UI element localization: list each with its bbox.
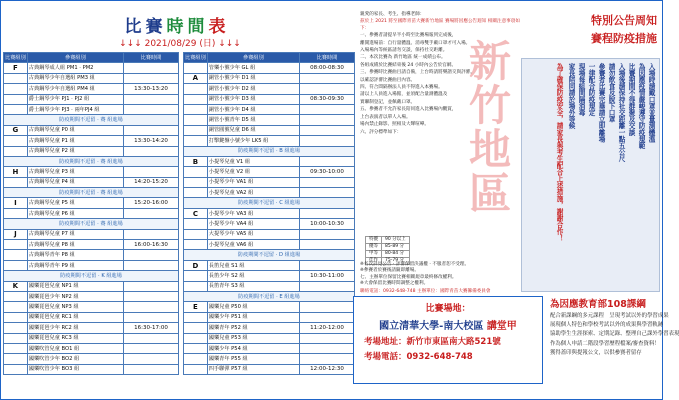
group-cell bbox=[4, 104, 28, 114]
time-cell: 10:00-10:30 bbox=[300, 219, 355, 229]
time-cell bbox=[300, 281, 355, 291]
table-row bbox=[4, 146, 179, 156]
subject-cell: 小提琴兒童 VA6 組 bbox=[207, 240, 299, 250]
group-cell bbox=[4, 177, 28, 187]
group-cell bbox=[4, 136, 28, 146]
group-cell bbox=[184, 364, 208, 374]
announcement-title bbox=[527, 12, 657, 48]
group-cell bbox=[4, 354, 28, 364]
entry-note: 防疫期間不逗留 · B 組進場 bbox=[184, 146, 355, 156]
time-cell bbox=[124, 125, 179, 135]
group-cell bbox=[184, 115, 208, 125]
time-cell bbox=[300, 302, 355, 312]
group-cell bbox=[4, 323, 28, 333]
table-row bbox=[184, 312, 355, 322]
group-cell: D bbox=[184, 260, 208, 270]
subject-cell: 長笛青年 S3 組 bbox=[207, 281, 299, 291]
notice-contact: 聯絡電話：0932-648-748 主辦單位：國際青苗大賽籌備委員會 bbox=[360, 289, 491, 294]
table-row bbox=[4, 63, 179, 73]
notice-footnote: 七、主辦單位保留比賽相關規章最終修改權利。 bbox=[360, 274, 457, 280]
group-cell bbox=[184, 312, 208, 322]
table-row bbox=[4, 198, 179, 208]
group-cell: K bbox=[4, 281, 28, 291]
group-cell bbox=[184, 240, 208, 250]
grade-cell: 佳作 bbox=[366, 258, 382, 265]
subject-cell: 古典鋼琴兒童 P1 組 bbox=[27, 136, 123, 146]
venue-phone: 考場電話：0932-648-748 bbox=[364, 352, 473, 362]
entry-note: 防疫期間不逗留 · 賽 組進場 bbox=[4, 188, 179, 198]
entry-note: 防疫期間不逗留 · K 組進場 bbox=[4, 271, 179, 281]
time-cell bbox=[124, 333, 179, 343]
grade-cell: 80-84 分 bbox=[382, 251, 410, 258]
time-cell: 14:20-15:20 bbox=[124, 177, 179, 187]
time-cell: 08:30-09:30 bbox=[300, 94, 355, 104]
table-row bbox=[184, 291, 355, 301]
group-cell bbox=[4, 250, 28, 260]
table-row bbox=[4, 84, 179, 94]
group-cell bbox=[184, 94, 208, 104]
table-row bbox=[4, 323, 179, 333]
venue-name bbox=[354, 317, 542, 332]
table-row bbox=[184, 260, 355, 270]
table-row bbox=[184, 73, 355, 83]
group-cell bbox=[4, 260, 28, 270]
table-row bbox=[184, 354, 355, 364]
time-cell bbox=[300, 260, 355, 270]
group-cell: A bbox=[184, 73, 208, 83]
group-cell bbox=[4, 333, 28, 343]
notice-item: 以確認評審比賽曲目內容。 bbox=[360, 77, 416, 83]
group-cell bbox=[4, 364, 28, 374]
time-cell bbox=[300, 354, 355, 364]
notice-item: 二、本次比賽為 新竹地區 統一成績公布。 bbox=[360, 55, 446, 61]
subject-cell: 小提琴兒童 V2 組 bbox=[207, 167, 299, 177]
region-stamp: 新竹地區 bbox=[468, 37, 511, 218]
subject-cell: 國樂琵琶兒童 RC3 組 bbox=[27, 333, 123, 343]
table-row bbox=[184, 146, 355, 156]
time-cell bbox=[124, 229, 179, 239]
time-cell: 10:30-11:00 bbox=[300, 271, 355, 281]
notice-item: 六、評分標準如下： bbox=[360, 129, 402, 135]
time-cell bbox=[124, 208, 179, 218]
notice-footnote: ※參賽者於賽後請隨即離場。 bbox=[360, 268, 419, 274]
group-cell bbox=[184, 188, 208, 198]
subject-cell: 古典鋼琴少年自選組 PM3 組 bbox=[27, 73, 123, 83]
time-cell: 13:30-13:20 bbox=[124, 84, 179, 94]
curriculum-line: 協助學生生涯探索、定期記錄、整理自己課外學習表現 bbox=[550, 331, 679, 338]
announcement-line-2: 賽程防疫措施 bbox=[591, 32, 657, 45]
table-row bbox=[4, 136, 179, 146]
time-cell bbox=[124, 146, 179, 156]
group-cell bbox=[184, 63, 208, 73]
entry-note: 防疫期間不逗留 · 賽 組進場 bbox=[4, 156, 179, 166]
table-row bbox=[184, 281, 355, 291]
time-cell: 15:20-16:00 bbox=[124, 198, 179, 208]
group-cell bbox=[4, 94, 28, 104]
entry-note: 防疫期間不逗留 · 賽 組進場 bbox=[4, 115, 179, 125]
table-row bbox=[184, 250, 355, 260]
time-cell bbox=[124, 63, 179, 73]
measure-highlight: 為了確保防疫安全，請家長與考生配合上述措施，謝謝合作！ bbox=[555, 63, 563, 242]
time-cell bbox=[124, 104, 179, 114]
subject-cell: 國樂吹管少年 BO3 組 bbox=[27, 364, 123, 374]
subject-cell: 古典鋼琴青年 P9 組 bbox=[27, 260, 123, 270]
subject-cell: 國樂少年 P54 組 bbox=[207, 343, 299, 353]
title-part-c: 表 bbox=[208, 17, 230, 37]
table-row bbox=[184, 104, 355, 114]
group-cell bbox=[4, 343, 28, 353]
grade-cell: 75-79 分 bbox=[382, 258, 410, 265]
group-cell: F bbox=[4, 63, 28, 73]
time-cell bbox=[300, 73, 355, 83]
time-cell bbox=[300, 333, 355, 343]
subject-cell: 小提琴少年 VA1 組 bbox=[207, 177, 299, 187]
page-title bbox=[92, 12, 262, 37]
venue-box bbox=[353, 296, 543, 384]
subject-cell: 古典鋼琴兒童 P6 組 bbox=[27, 208, 123, 218]
subject-cell: 小提琴少年 VA3 組 bbox=[207, 208, 299, 218]
subject-cell: 長笛少年 S2 組 bbox=[207, 271, 299, 281]
table-row bbox=[4, 343, 179, 353]
subject-cell: 古典鋼琴少年自選組 PM4 組 bbox=[27, 84, 123, 94]
subject-cell: 銅管小號青年 D5 組 bbox=[207, 115, 299, 125]
group-cell: J bbox=[4, 229, 28, 239]
table-row bbox=[4, 302, 179, 312]
subject-cell: 國樂兒童 P50 組 bbox=[207, 302, 299, 312]
subject-cell: 國樂青年 P55 組 bbox=[207, 354, 299, 364]
table-row bbox=[4, 125, 179, 135]
table-row bbox=[4, 229, 179, 239]
entry-note: 防疫期間不逗留 · C 組進場 bbox=[184, 198, 355, 208]
notice-intro: 茲於上 2021 將至國際青苗大賽新竹地區 賽場將因應公告週知 相關注意事項如下： bbox=[360, 19, 520, 31]
table-row bbox=[184, 156, 355, 166]
time-cell: 09:30-10:00 bbox=[300, 167, 355, 177]
table-row bbox=[184, 84, 355, 94]
group-cell bbox=[184, 333, 208, 343]
table-row bbox=[184, 219, 355, 229]
group-cell bbox=[4, 208, 28, 218]
title-part-a: 比賽 bbox=[124, 17, 167, 37]
group-cell: G bbox=[4, 125, 28, 135]
subject-cell: 古典鋼琴兒童 P4 組 bbox=[27, 177, 123, 187]
grade-row bbox=[366, 244, 410, 251]
subject-cell: 管樂小號少年 GL 組 bbox=[207, 63, 299, 73]
curriculum-lines bbox=[550, 312, 679, 358]
group-cell: B bbox=[184, 156, 208, 166]
subject-cell: 長笛兒童 S1 組 bbox=[207, 260, 299, 270]
subject-cell: 大提琴少年 VA5 組 bbox=[207, 229, 299, 239]
group-cell bbox=[184, 219, 208, 229]
table-row bbox=[184, 323, 355, 333]
subject-cell: 古典鋼琴兒童 P3 組 bbox=[27, 167, 123, 177]
measure-column: 比賽期間不得群聚及交談 bbox=[627, 63, 635, 136]
col-header-subject: 參賽組別 bbox=[27, 53, 123, 63]
group-cell bbox=[4, 302, 28, 312]
time-cell bbox=[300, 115, 355, 125]
subject-cell: 古典鋼琴兒童 P5 組 bbox=[27, 198, 123, 208]
time-cell bbox=[300, 84, 355, 94]
table-row bbox=[4, 115, 179, 125]
group-cell bbox=[184, 84, 208, 94]
group-cell bbox=[4, 312, 28, 322]
grade-cell: 特優 bbox=[366, 237, 382, 244]
grade-table bbox=[365, 236, 410, 265]
table-row bbox=[4, 291, 179, 301]
notice-footnote: ※大會保留比賽時間調整之權利。 bbox=[360, 281, 429, 287]
table-row bbox=[4, 156, 179, 166]
table-row bbox=[184, 177, 355, 187]
time-cell bbox=[124, 73, 179, 83]
group-cell bbox=[4, 84, 28, 94]
notice-item: 各組成績於比賽結束後 24 小時內公告於官網。 bbox=[360, 62, 457, 68]
group-cell bbox=[4, 240, 28, 250]
time-cell: 11:20-12:00 bbox=[300, 323, 355, 333]
subject-cell: 古典鋼琴青年 P8 組 bbox=[27, 250, 123, 260]
time-cell: 16:00-16:30 bbox=[124, 240, 179, 250]
subject-cell: 古典鋼琴兒童 P7 組 bbox=[27, 229, 123, 239]
notice-item: 場內禁止錄影、照相及大聲喧嘩。 bbox=[360, 122, 429, 128]
subject-cell: 小提琴少年 VA4 組 bbox=[207, 219, 299, 229]
notice-item: 上台表演者以單人入場。 bbox=[360, 114, 411, 120]
subject-cell: 爵士鋼琴少年 PJ3 · 兩年PJ4 組 bbox=[27, 104, 123, 114]
curriculum-line: 獲得蓋印與提報公文，以供參賽者留存 bbox=[550, 349, 642, 356]
time-cell bbox=[124, 94, 179, 104]
time-cell bbox=[300, 125, 355, 135]
table-row bbox=[184, 208, 355, 218]
subject-cell: 打擊鍵盤小號少年 LK5 組 bbox=[207, 136, 299, 146]
schedule-table-right bbox=[183, 52, 355, 375]
group-cell bbox=[184, 104, 208, 114]
group-cell bbox=[184, 354, 208, 364]
measure-column: 為因應疫情嚴峻遵守防疫規範 bbox=[637, 63, 645, 149]
subject-cell: 銅管小號少年 D3 組 bbox=[207, 94, 299, 104]
table-row bbox=[184, 94, 355, 104]
time-cell: 12:00-12:30 bbox=[300, 364, 355, 374]
table-row bbox=[184, 188, 355, 198]
table-row bbox=[184, 198, 355, 208]
subject-cell: 小提琴兒童 VA2 組 bbox=[207, 188, 299, 198]
subject-cell: 小提琴兒童 V1 組 bbox=[207, 156, 299, 166]
notice-item: 一、參賽者請提早半小時至比賽場報到完成後， bbox=[360, 33, 457, 39]
grade-cell: 85-89 分 bbox=[382, 244, 410, 251]
time-cell bbox=[124, 312, 179, 322]
table-row bbox=[4, 354, 179, 364]
subject-cell: 古典鋼琴兒童 P8 組 bbox=[27, 240, 123, 250]
subject-cell: 國樂吹管兒童 BO1 組 bbox=[27, 343, 123, 353]
table-row bbox=[184, 136, 355, 146]
subject-cell: 銅管圓號兒童 D6 組 bbox=[207, 125, 299, 135]
table-row bbox=[4, 260, 179, 270]
subject-cell: 古典鋼琴兒童 P0 組 bbox=[27, 125, 123, 135]
subject-cell: 古典鋼琴成人組 PM1 · PM2 bbox=[27, 63, 123, 73]
table-row bbox=[4, 333, 179, 343]
time-cell bbox=[300, 343, 355, 353]
col-header-time: 比賽時間 bbox=[300, 53, 355, 63]
notice-footer bbox=[360, 262, 520, 288]
time-cell bbox=[124, 354, 179, 364]
group-cell bbox=[184, 136, 208, 146]
grade-row bbox=[366, 237, 410, 244]
time-cell bbox=[124, 250, 179, 260]
col-header-group: 比賽組別 bbox=[4, 53, 28, 63]
time-cell bbox=[300, 156, 355, 166]
table-row bbox=[4, 188, 179, 198]
subject-cell: 國樂少年 P51 組 bbox=[207, 312, 299, 322]
curriculum-heading: 為因應教育部108課綱 bbox=[550, 299, 646, 310]
notice-greeting: 親愛的家長、考生、指導老師： bbox=[360, 12, 425, 17]
subject-cell: 國樂琵琶少年 RC2 組 bbox=[27, 323, 123, 333]
venue-heading: 比賽場地： bbox=[425, 304, 471, 314]
time-cell bbox=[124, 343, 179, 353]
table-row bbox=[4, 177, 179, 187]
notice-item: 四、符合間隔辦法人員不得進入本賽場。 bbox=[360, 85, 443, 91]
measure-column: 請勿飲食及脫下口罩 bbox=[607, 63, 615, 123]
table-row bbox=[4, 167, 179, 177]
subject-cell: 銅管小號少年 D2 組 bbox=[207, 84, 299, 94]
group-cell bbox=[184, 281, 208, 291]
table-row bbox=[184, 240, 355, 250]
group-cell: C bbox=[184, 208, 208, 218]
group-cell: I bbox=[4, 198, 28, 208]
subject-cell: 國樂琵琶兒童 NP1 組 bbox=[27, 281, 123, 291]
table-row bbox=[4, 73, 179, 83]
time-cell bbox=[300, 312, 355, 322]
notice-item: 入場場內等候區請勿交談，保持社交距離。 bbox=[360, 48, 448, 54]
grade-cell: 優等 bbox=[366, 244, 382, 251]
table-row bbox=[184, 333, 355, 343]
group-cell bbox=[184, 125, 208, 135]
table-row bbox=[4, 219, 179, 229]
col-header-time: 比賽時間 bbox=[124, 53, 179, 63]
schedule-table-left bbox=[3, 52, 179, 375]
event-date: ↓↓↓ 2021/08/29 (日) ↓↓↓ bbox=[119, 39, 241, 49]
entry-note: 防疫期間不逗留 · 賽 組進場 bbox=[4, 219, 179, 229]
time-cell bbox=[300, 208, 355, 218]
curriculum-line: 配合新課綱的多元課程 呈現考試以外的學習成果 bbox=[550, 313, 669, 319]
time-cell: 13:30-14:20 bbox=[124, 136, 179, 146]
subject-cell: 國樂琵琶兒童 RC1 組 bbox=[27, 312, 123, 322]
group-cell bbox=[184, 343, 208, 353]
measure-column: 現場每組間隔消毒 bbox=[577, 63, 585, 116]
time-cell bbox=[124, 291, 179, 301]
notice-item: 三、參賽時比賽曲目請自備，上台時請將樂譜交與評審。 bbox=[360, 70, 475, 76]
subject-cell: 國樂琵琶兒童 NP3 組 bbox=[27, 302, 123, 312]
table-row bbox=[184, 364, 355, 374]
table-row bbox=[4, 271, 179, 281]
grade-cell: 甲等 bbox=[366, 251, 382, 258]
table-row bbox=[4, 208, 179, 218]
curriculum-line: 展現個人特色和學校考試以外的成果與學習軌跡 bbox=[550, 322, 664, 329]
subject-cell: 古典鋼琴兒童 P2 組 bbox=[27, 146, 123, 156]
notice-item: 實聯制登記，並佩戴口罩。 bbox=[360, 99, 416, 105]
time-cell bbox=[124, 260, 179, 270]
group-cell bbox=[4, 73, 28, 83]
subject-cell: 四手聯彈 P57 組 bbox=[207, 364, 299, 374]
subject-cell: 國樂吹管少年 BO2 組 bbox=[27, 354, 123, 364]
time-cell bbox=[124, 281, 179, 291]
table-row bbox=[4, 281, 179, 291]
subject-cell: 國樂琵琶少年 NP2 組 bbox=[27, 291, 123, 301]
venue-address: 考場地址：新竹市東區南大路521號 bbox=[364, 337, 501, 347]
group-cell bbox=[184, 271, 208, 281]
time-cell: 08:00-08:30 bbox=[300, 63, 355, 73]
notice-item: 請以上人員進入場館，並須配合量測體溫及 bbox=[360, 92, 448, 98]
measure-column: 一律配合防疫規定 bbox=[587, 63, 595, 116]
time-cell: 16:30-17:00 bbox=[124, 323, 179, 333]
table-row bbox=[184, 229, 355, 239]
subject-cell: 銅管小號少年 D1 組 bbox=[207, 73, 299, 83]
measure-column: 參賽者比賽完畢請立即離場 bbox=[597, 63, 605, 143]
time-cell bbox=[300, 104, 355, 114]
table-row bbox=[184, 125, 355, 135]
table-row bbox=[184, 63, 355, 73]
time-cell bbox=[300, 177, 355, 187]
subject-cell: 國樂兒童 P53 組 bbox=[207, 333, 299, 343]
time-cell bbox=[300, 240, 355, 250]
group-cell bbox=[184, 177, 208, 187]
grade-row bbox=[366, 251, 410, 258]
group-cell bbox=[184, 229, 208, 239]
announcement-line-1: 特別公告周知 bbox=[591, 14, 657, 27]
entry-note: 防疫期間不逗留 · E 組進場 bbox=[184, 291, 355, 301]
subject-cell: 國樂青年 P52 組 bbox=[207, 323, 299, 333]
entry-note: 防疫期間不逗留 · D 組進場 bbox=[184, 250, 355, 260]
subject-cell: 爵士鋼琴少年 PJ1 · PJ2 組 bbox=[27, 94, 123, 104]
table-row bbox=[4, 94, 179, 104]
table-row bbox=[184, 271, 355, 281]
venue-name-a: 國立清華大學-南大校區 bbox=[379, 321, 484, 332]
subject-cell: 銅管小號少年 D4 組 bbox=[207, 104, 299, 114]
group-cell: E bbox=[184, 302, 208, 312]
group-cell bbox=[4, 146, 28, 156]
time-cell bbox=[300, 136, 355, 146]
notice-item: 五、參賽者不允許家長陪同進入比賽場內觀賞， bbox=[360, 107, 457, 113]
time-cell bbox=[124, 302, 179, 312]
measure-column: 家長陪同請於場外等候 bbox=[567, 63, 575, 129]
col-header-group: 比賽組別 bbox=[184, 53, 208, 63]
table-row bbox=[184, 343, 355, 353]
table-row bbox=[184, 167, 355, 177]
table-row bbox=[4, 364, 179, 374]
table-row bbox=[184, 302, 355, 312]
table-row bbox=[184, 115, 355, 125]
notice-footnote: ※名次詳見公告 · 評審保留決議權 · 不服者恕不受理。 bbox=[360, 262, 470, 267]
grade-cell: 90 分以上 bbox=[382, 237, 410, 244]
measure-column: 入場後請保持社交距離一點五公尺 bbox=[617, 63, 625, 162]
group-cell bbox=[4, 291, 28, 301]
time-cell bbox=[300, 188, 355, 198]
group-cell: H bbox=[4, 167, 28, 177]
table-row bbox=[4, 250, 179, 260]
group-cell bbox=[184, 167, 208, 177]
table-row bbox=[4, 312, 179, 322]
col-header-subject: 參賽組別 bbox=[207, 53, 299, 63]
curriculum-line: 作為個人申請二階段學習歷程檔案/審查資料！ bbox=[550, 340, 660, 347]
measure-column: 入場時請戴口罩並量測體溫 bbox=[647, 63, 655, 143]
table-row bbox=[4, 104, 179, 114]
time-cell bbox=[124, 167, 179, 177]
epidemic-measures-box bbox=[521, 58, 660, 292]
table-row bbox=[4, 240, 179, 250]
notice-item: 離開進場前：自行量體溫、消毒雙手戴口罩才可入場。 bbox=[360, 40, 471, 46]
time-cell bbox=[124, 364, 179, 374]
title-part-b: 時間 bbox=[166, 17, 209, 37]
time-cell bbox=[300, 229, 355, 239]
venue-name-b: 講堂甲 bbox=[486, 321, 517, 332]
group-cell bbox=[184, 323, 208, 333]
